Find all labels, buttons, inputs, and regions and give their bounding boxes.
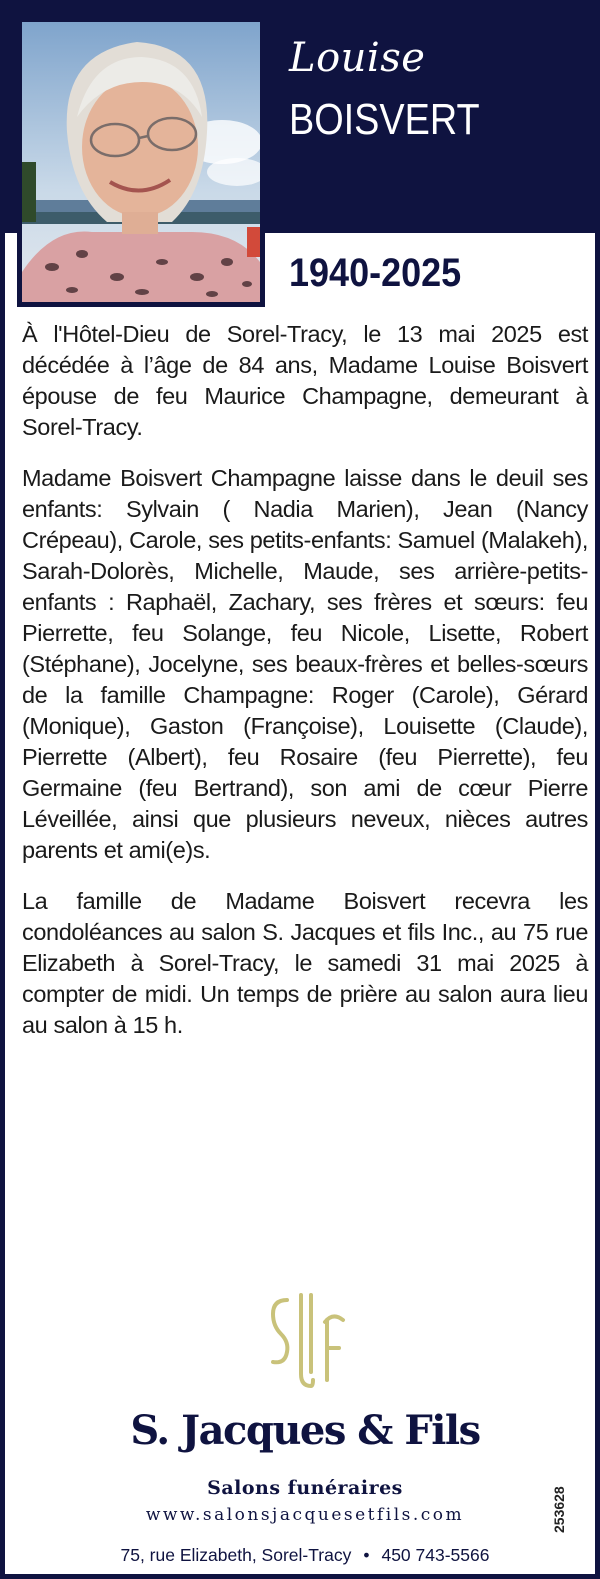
portrait-image <box>22 22 260 302</box>
ad-reference-number: 253628 <box>551 1486 567 1533</box>
sjf-monogram-logo <box>267 1290 347 1395</box>
paragraph-survivors: Madame Boisvert Champagne laisse dans le deuil ses enfants: Sylvain ( Nadia Marien), Jean (Nancy Crépeau), Carole, ses petits-enfants: Samuel (Malakeh), Sarah-Dolorès, Michelle, Maude, ses arrière-petits-enfants : Raphaël, Zachary, ses frères et sœurs: feu Pierrette, feu Solange, feu Nicole, Lisette, Robert (Stéphane), Jocelyne, ses beaux-frères et belles-sœurs de la famille Champagne: Roger (Carole), Gérard (Monique), Gaston (Françoise), Louisette (Claude), Pierrette (Albert), feu Rosaire (feu Pierrette), feu Germaine (feu Bertrand), son ami de cœur Pierre Léveillée, ainsi que plusieurs neveux, nièces autres parents et ami(e)s. <box>22 465 588 863</box>
funeral-home-website[interactable]: www.salonsjacquesetfils.com <box>145 1505 465 1525</box>
obituary-text <box>22 319 588 1061</box>
funeral-home-address: 75, rue Elizabeth, Sorel-Tracy <box>120 1545 352 1565</box>
funeral-home-name: S. Jacques & Fils <box>130 1407 480 1454</box>
life-years: 1940-2025 <box>289 251 462 295</box>
paragraph-visitation: La famille de Madame Boisvert recevra les condoléances au salon S. Jacques et fils Inc., au 75 rue Elizabeth à Sorel-Tracy, le samedi 31 mai 2025 à compter de midi. Un temps de prière au salon aura lieu au salon à 15 h. <box>22 888 588 1038</box>
funeral-home-contact <box>5 1545 600 1566</box>
separator-dot: • <box>363 1545 370 1565</box>
funeral-home-phone[interactable]: 450 743-5566 <box>381 1545 490 1565</box>
last-name: BOISVERT <box>289 95 480 144</box>
paragraph-death-notice: À l'Hôtel-Dieu de Sorel-Tracy, le 13 mai 2025 est décédée à l’âge de 84 ans, Madame Louise Boisvert épouse de feu Maurice Champagne, demeurant à Sorel-Tracy. <box>22 321 588 440</box>
portrait-photo <box>17 17 265 307</box>
first-name: Louise <box>289 35 426 81</box>
monogram-icon <box>267 1290 347 1395</box>
funeral-home-subtitle: Salons funéraires <box>207 1477 403 1499</box>
